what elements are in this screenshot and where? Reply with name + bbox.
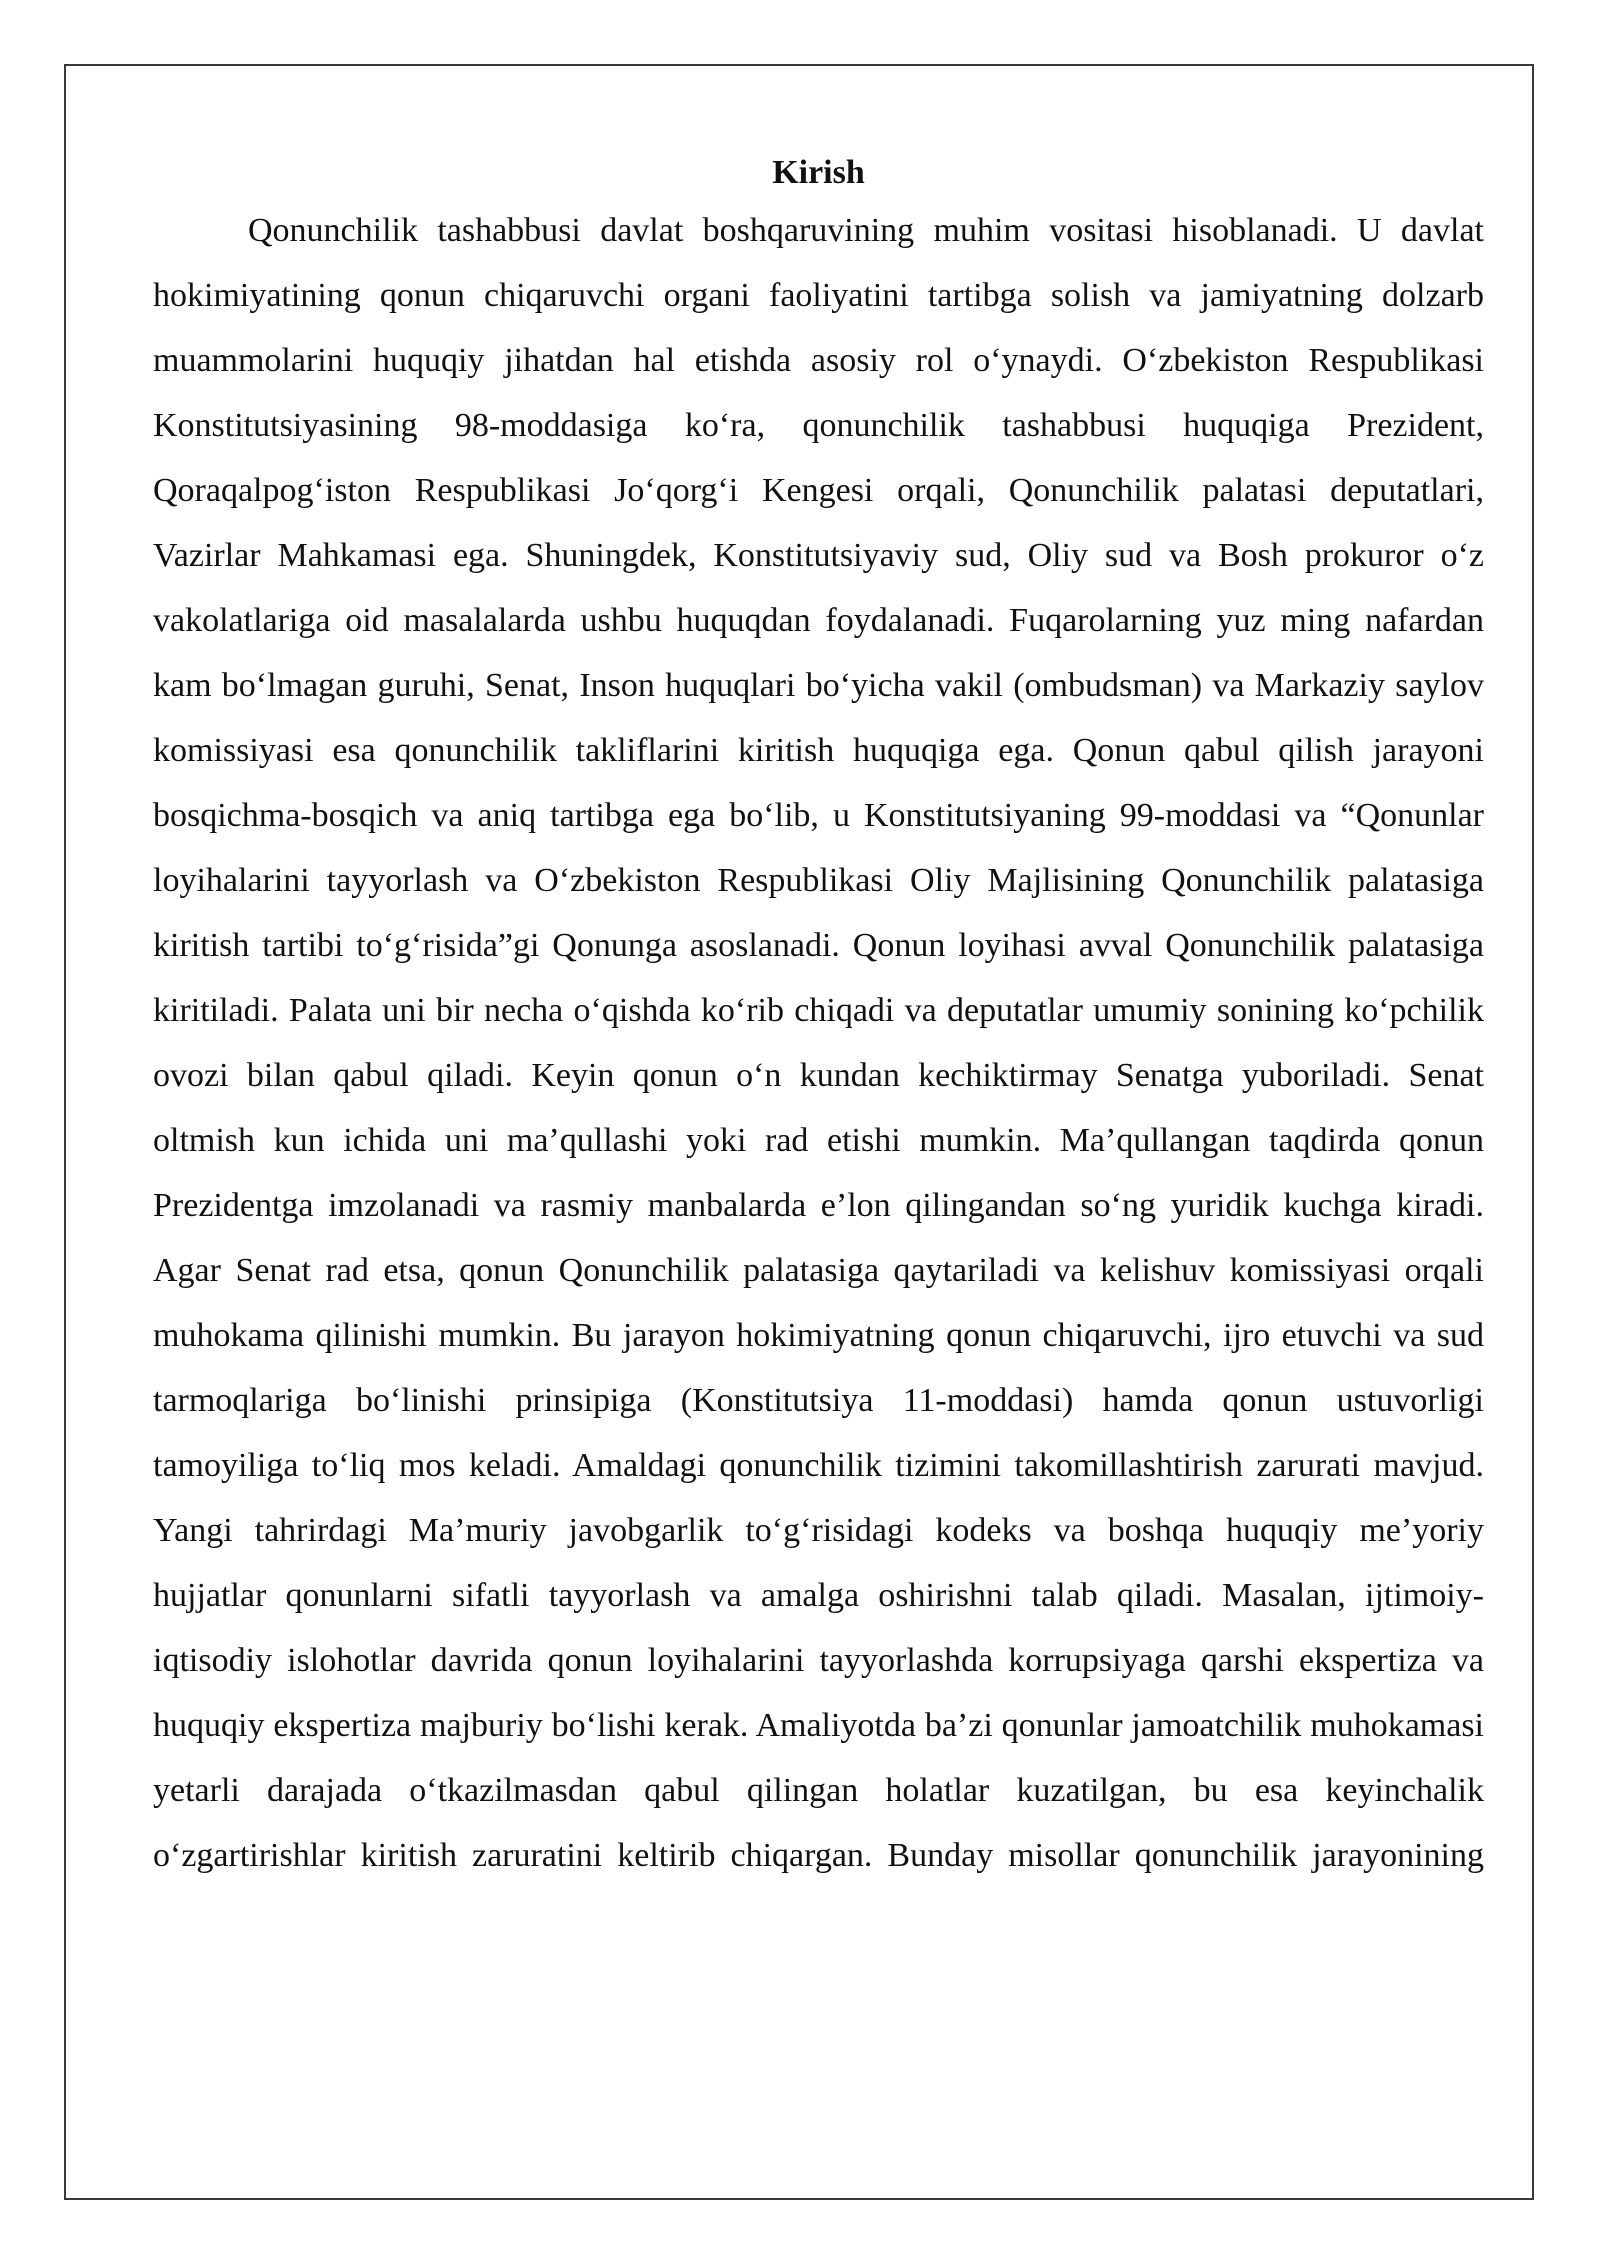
body-paragraph: Qonunchilik tashabbusi davlat boshqaruvining muhim vositasi hisoblanadi. U davlat hokimiyatining qonun chiqaruvchi organi faoliyatini tartibga solish va jamiyatning dolzarb muammolarini huquqiy jihatdan hal etishda asosiy rol oʻynaydi. Oʻzbekiston Respublikasi Konstitutsiyasining 98-moddasiga koʻra, qonunchilik tashabbusi huquqiga Prezident, Qoraqalpogʻiston Respublikasi Joʻqorgʻi Kengesi orqali, Qonunchilik palatasi deputatlari, Vazirlar Mahkamasi ega. Shuningdek, Konstitutsiyaviy sud, Oliy sud va Bosh prokuror oʻz vakolatlariga oid masalalarda ushbu huquqdan foydalanadi. Fuqarolarning yuz ming nafardan kam boʻlmagan guruhi, Senat, Inson huquqlari boʻyicha vakil (ombudsman) va Markaziy saylov komissiyasi esa qonunchilik takliflarini kiritish huquqiga ega. Qonun qabul qilish jarayoni bosqichma-bosqich va aniq tartibga ega boʻlib, u Konstitutsiyaning 99-moddasi va “Qonunlar loyihalarini tayyorlash va Oʻzbekiston Respublikasi Oliy Majlisining Qonunchilik palatasiga kiritish tartibi toʻgʻrisida”gi Qonunga asoslanadi. Qonun loyihasi avval Qonunchilik palatasiga kiritiladi. Palata uni bir necha oʻqishda koʻrib chiqadi va deputatlar umumiy sonining koʻpchilik ovozi bilan qabul qiladi. Keyin qonun oʻn kundan kechiktirmay Senatga yuboriladi. Senat oltmish kun ichida uni ma’qullashi yoki rad etishi mumkin. Ma’qullangan taqdirda qonun Prezidentga imzolanadi va rasmiy manbalarda e’lon qilingandan soʻng yuridik kuchga kiradi. Agar Senat rad etsa, qonun Qonunchilik palatasiga qaytariladi va kelishuv komissiyasi orqali muhokama qilinishi mumkin. Bu jarayon hokimiyatning qonun chiqaruvchi, ijro etuvchi va sud tarmoqlariga boʻlinishi prinsipiga (Konstitutsiya 11-moddasi) hamda qonun ustuvorligi tamoyiliga toʻliq mos keladi. Amaldagi qonunchilik tizimini takomillashtirish zarurati mavjud. Yangi tahrirdagi Ma’muriy javobgarlik toʻgʻrisidagi kodeks va boshqa huquqiy me’yoriy hujjatlar qonunlarni sifatli tayyorlash va amalga oshirishni talab qiladi. Masalan, ijtimoiy-iqtisodiy islohotlar davrida qonun loyihalarini tayyorlashda korrupsiyaga qarshi ekspertiza va huquqiy ekspertiza majburiy boʻlishi kerak. Amaliyotda ba’zi qonunlar jamoatchilik muhokamasi yetarli darajada oʻtkazilmasdan qabul qilingan holatlar kuzatilgan, bu esa keyinchalik oʻzgartirishlar kiritish zaruratini keltirib chiqargan. Bunday misollar qonunchilik jarayonining: [153, 212, 1484, 1874]
page-content: [153, 148, 1484, 1888]
section-heading: Kirish: [772, 154, 865, 191]
